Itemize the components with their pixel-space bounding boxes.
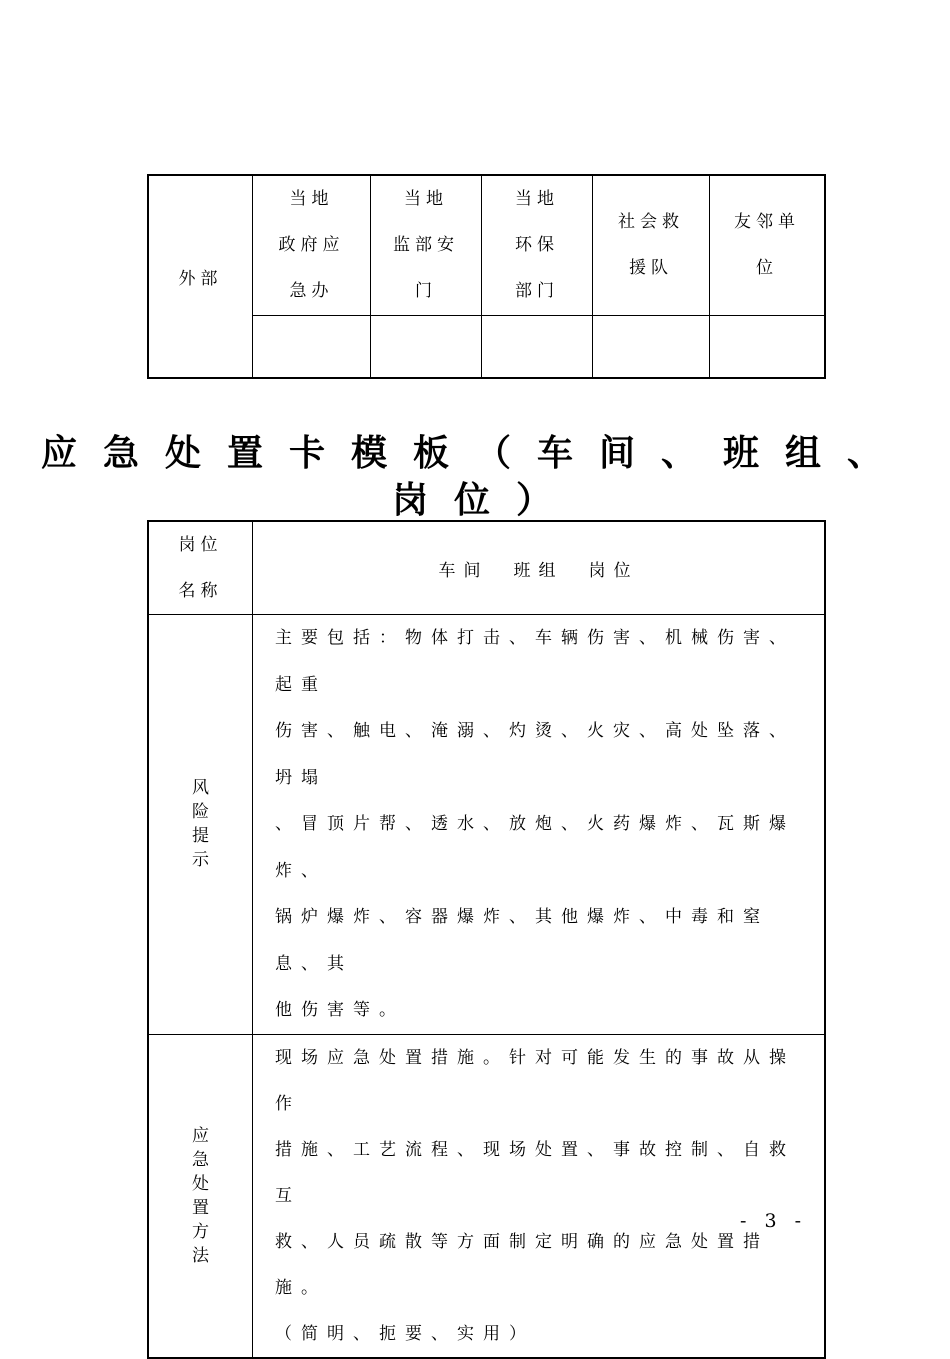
method-line: （简明、扼要、实用）	[275, 1323, 535, 1344]
risk-line: 他伤害等。	[275, 1000, 405, 1020]
card-title-line-2: 岗位）	[391, 479, 578, 521]
post-name-value: 车间 班组 岗位	[253, 521, 826, 615]
col-social-rescue-team: 社会救 援队	[593, 175, 710, 315]
risk-content	[253, 615, 826, 1035]
col-local-safety-dept: 当地 监部安 门	[371, 175, 482, 315]
method-line: 救、人员疏散等方面制定明确的应急处置措施。	[275, 1231, 769, 1298]
risk-line: 、冒顶片帮、透水、放炮、火药爆炸、瓦斯爆炸、	[275, 814, 795, 881]
col-local-environment-dept: 当地 环保 部门	[482, 175, 593, 315]
method-line: 措施、工艺流程、现场处置、事故控制、自救互	[275, 1139, 795, 1206]
risk-line: 锅炉爆炸、容器爆炸、其他爆炸、中毒和窒息、其	[275, 907, 769, 974]
risk-line: 伤害、触电、淹溺、灼烫、火灾、高处坠落、坍塌	[275, 721, 795, 788]
col-local-government: 当地 政府应 急办	[253, 175, 371, 315]
page-number: - 3 -	[740, 1210, 808, 1232]
external-row-label: 外部	[148, 175, 253, 378]
external-contacts-table	[147, 174, 826, 379]
method-label: 应 急 处 置 方 法	[148, 1034, 253, 1358]
empty-cell	[253, 315, 371, 378]
post-name-label: 岗位 名称	[148, 521, 253, 615]
col-neighbor-unit: 友邻单 位	[710, 175, 826, 315]
empty-cell	[371, 315, 482, 378]
method-line: 现场应急处置措施。针对可能发生的事故从操作	[275, 1047, 795, 1114]
empty-cell	[593, 315, 710, 378]
emergency-card-table	[147, 520, 826, 1359]
risk-label: 风 险 提 示	[148, 615, 253, 1035]
method-content	[253, 1034, 826, 1358]
empty-cell	[482, 315, 593, 378]
empty-cell	[710, 315, 826, 378]
risk-line: 主要包括：物体打击、车辆伤害、机械伤害、起重	[275, 628, 795, 695]
card-title-line-1: 应急处置卡模板（车间、班组、	[40, 432, 909, 474]
